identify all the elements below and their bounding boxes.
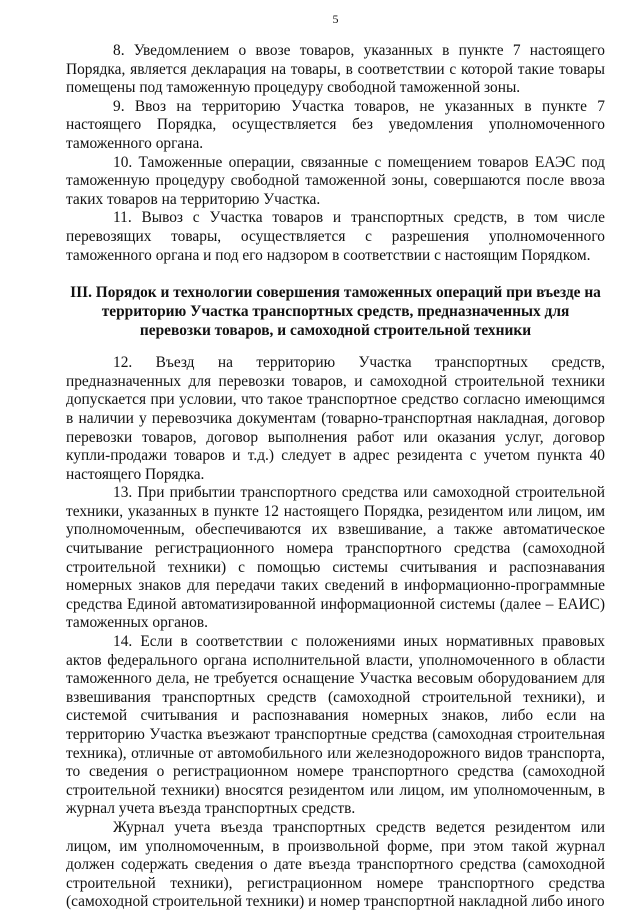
paragraph-9: 9. Ввоз на территорию Участка товаров, не указанных в пункте 7 настоящего Порядка, осуществляется без уведомления уполномоченного таможенного органа. xyxy=(66,97,605,152)
paragraph-journal: Журнал учета въезда транспортных средств ведется резидентом или лицом, им уполномоченным, в произвольной форме, при этом такой журнал должен содержать сведения о дате въезда транспортного средства (самоходной строительной техники), регистрационном номере транспортного средства (самоходной строительной техники) и номер транспортной накладной либо иного xyxy=(66,818,605,911)
section-heading: III. Порядок и технологии совершения таможенных операций при въезде на территорию Участка транспортных средств, предназначенных для перевозки товаров, и самоходной строительной техники xyxy=(70,284,601,340)
paragraph-11: 11. Вывоз с Участка товаров и транспортных средств, в том числе перевозящих товары, осуществляется с разрешения уполномоченного таможенного органа и под его надзором в соответствии с настоящим Порядком. xyxy=(66,209,605,264)
paragraph-14: 14. Если в соответствии с положениями иных нормативных правовых актов федерального органа исполнительной власти, уполномоченного в области таможенного дела, не требуется оснащение Участка весовым оборудованием для взвешивания транспортных средств (самоходной строительной техники), и системой считывания и распознавания номерных знаков, либо если на территорию Участка въезжают транспортные средства (самоходная строительная техника), отличные от автомобильного или железнодорожного видов транспорта, то сведения о регистрационном номере транспортного средства (самоходной строительной техники) вносятся резидентом или лицом, им уполномоченным, в журнал учета въезда транспортных средств. xyxy=(66,633,605,818)
paragraph-10: 10. Таможенные операции, связанные с помещением товаров ЕАЭС под таможенную процедуру свободной таможенной зоны, совершаются после ввоза таких товаров на территорию Участка. xyxy=(66,153,605,208)
paragraph-12: 12. Въезд на территорию Участка транспортных средств, предназначенных для перевозки товаров, и самоходной строительной техники допускается при условии, что такое транспортное средство согласно имеющимся в наличии у перевозчика документам (товарно-транспортная накладная, договор перевозки товаров, договор выполнения работ или оказания услуг, договор купли-продажи товаров и т.д.) следует в адрес резидента с учетом пункта 40 настоящего Порядка. xyxy=(66,354,605,483)
paragraph-8: 8. Уведомлением о ввозе товаров, указанных в пункте 7 настоящего Порядка, является декларация на товары, в соответствии с которой такие товары помещены под таможенную процедуру свободной таможенной зоны. xyxy=(66,42,605,97)
page-number: 5 xyxy=(332,12,339,26)
paragraph-13: 13. При прибытии транспортного средства или самоходной строительной техники, указанных в пункте 12 настоящего Порядка, резидентом или лицом, им уполномоченным, обеспечиваются их взвешивание, а также автоматическое считывание регистрационного номера транспортного средства (самоходной строительной техники) с помощью системы считывания и распознавания номерных знаков для передачи таких сведений в информационно-программные средства Единой автоматизированной информационной системы (далее – ЕАИС) таможенных органов. xyxy=(66,484,605,632)
